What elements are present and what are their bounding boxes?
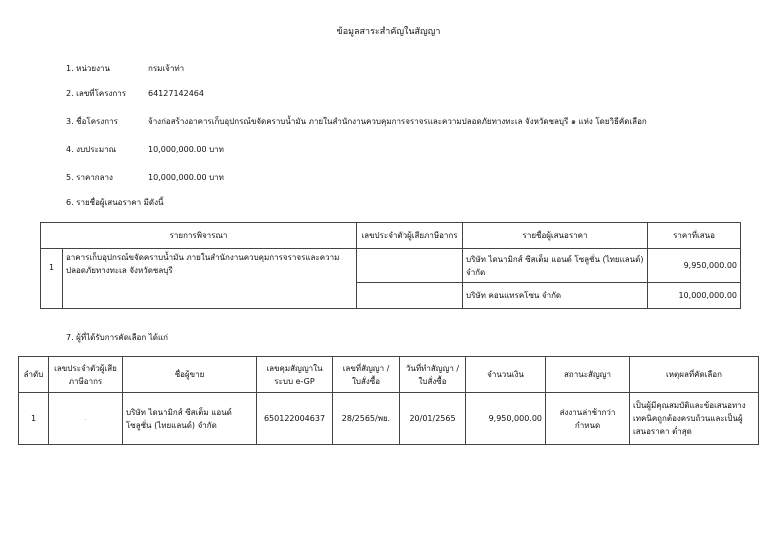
- row-number: 1: [19, 393, 49, 445]
- field-value: จ้างก่อสร้างอาคารเก็บอุปกรณ์ขจัดคราบน้ำมัน ภายในสำนักงานควบคุมการจราจรและความปลอดภัยทางทะเล จังหวัดชลบุรี ๑ แห่ง โดยวิธีคัดเลือก: [148, 117, 647, 126]
- table-row: [41, 249, 741, 283]
- field-label: 5. ราคากลาง: [66, 173, 113, 182]
- contract-date: 20/01/2565: [400, 393, 466, 445]
- bidder-tax-id: [357, 249, 463, 283]
- field-value: 64127142464: [148, 89, 204, 98]
- selected-table-header: [19, 357, 759, 393]
- table-row: [19, 393, 759, 445]
- bidder-name: บริษัท ไดนามิกส์ ซีสเต็ม แอนด์ โซลูชั่น (ไทยแลนด์) จำกัด: [463, 249, 648, 283]
- column-header: ชื่อผู้ขาย: [123, 357, 257, 393]
- column-header: เลขที่สัญญา / ใบสั่งซื้อ: [333, 357, 400, 393]
- contract-number: 28/2565/พย.: [333, 393, 400, 445]
- egp-contract-number: 650122004637: [257, 393, 333, 445]
- column-header: เลขประจำตัวผู้เสียภาษีอากร: [49, 357, 123, 393]
- field-value: 10,000,000.00 บาท: [148, 173, 224, 182]
- field-label: 4. งบประมาณ: [66, 145, 117, 154]
- document-title: ข้อมูลสาระสำคัญในสัญญา: [336, 27, 441, 37]
- column-header: ราคาที่เสนอ: [648, 223, 741, 249]
- column-header: รายชื่อผู้เสนอราคา: [463, 223, 648, 249]
- field-label: 3. ชื่อโครงการ: [66, 117, 118, 126]
- bidder-price: 10,000,000.00: [648, 283, 741, 309]
- column-header: จำนวนเงิน: [466, 357, 546, 393]
- field-label: 1. หน่วยงาน: [66, 64, 110, 73]
- column-header: เลขประจำตัวผู้เสียภาษีอากร: [357, 223, 463, 249]
- field-project-name: [66, 115, 647, 129]
- selection-reason: เป็นผู้มีคุณสมบัติและข้อเสนอทางเทคนิคถูกต้องครบถ้วนและเป็นผู้เสนอราคา ต่ำสุด: [630, 393, 759, 445]
- field-value: กรมเจ้าท่า: [148, 64, 185, 73]
- column-header: วันที่ทำสัญญา / ใบสั่งซื้อ: [400, 357, 466, 393]
- selected-contractor-table: [18, 356, 759, 445]
- column-header: เลขคุมสัญญาในระบบ e-GP: [257, 357, 333, 393]
- column-header: สถานะสัญญา: [546, 357, 630, 393]
- field-budget: [66, 143, 224, 157]
- field-project-number: [66, 87, 204, 101]
- bidders-table-header: [41, 223, 741, 249]
- column-header: รายการพิจารณา: [41, 223, 357, 249]
- field-agency: [66, 62, 184, 76]
- bidder-price: 9,950,000.00: [648, 249, 741, 283]
- seller-tax-id: .: [49, 393, 123, 445]
- field-label: 2. เลขที่โครงการ: [66, 89, 127, 98]
- bidder-tax-id: [357, 283, 463, 309]
- column-header: เหตุผลที่คัดเลือก: [630, 357, 759, 393]
- section-6-heading: 6. รายชื่อผู้เสนอราคา มีดังนี้: [66, 198, 164, 207]
- bidder-name: บริษัท คอนแทรคโซน จำกัด: [463, 283, 648, 309]
- bidders-table: [40, 222, 741, 309]
- item-number: 1: [41, 249, 63, 309]
- contract-status: ส่งงานล่าช้ากว่ากำหนด: [546, 393, 630, 445]
- section-7-heading: 7. ผู้ที่ได้รับการคัดเลือก ได้แก่: [66, 333, 168, 342]
- seller-name: บริษัท ไดนามิกส์ ซีสเต็ม แอนด์ โซลูชั่น (ไทยแลนด์) จำกัด: [123, 393, 257, 445]
- field-value: 10,000,000.00 บาท: [148, 145, 224, 154]
- field-median-price: [66, 171, 224, 185]
- contract-amount: 9,950,000.00: [466, 393, 546, 445]
- column-header: ลำดับ: [19, 357, 49, 393]
- item-description: อาคารเก็บอุปกรณ์ขจัดคราบน้ำมัน ภายในสำนักงานควบคุมการจราจรและความปลอดภัยทางทะเล จังหวัดชลบุรี: [63, 249, 357, 309]
